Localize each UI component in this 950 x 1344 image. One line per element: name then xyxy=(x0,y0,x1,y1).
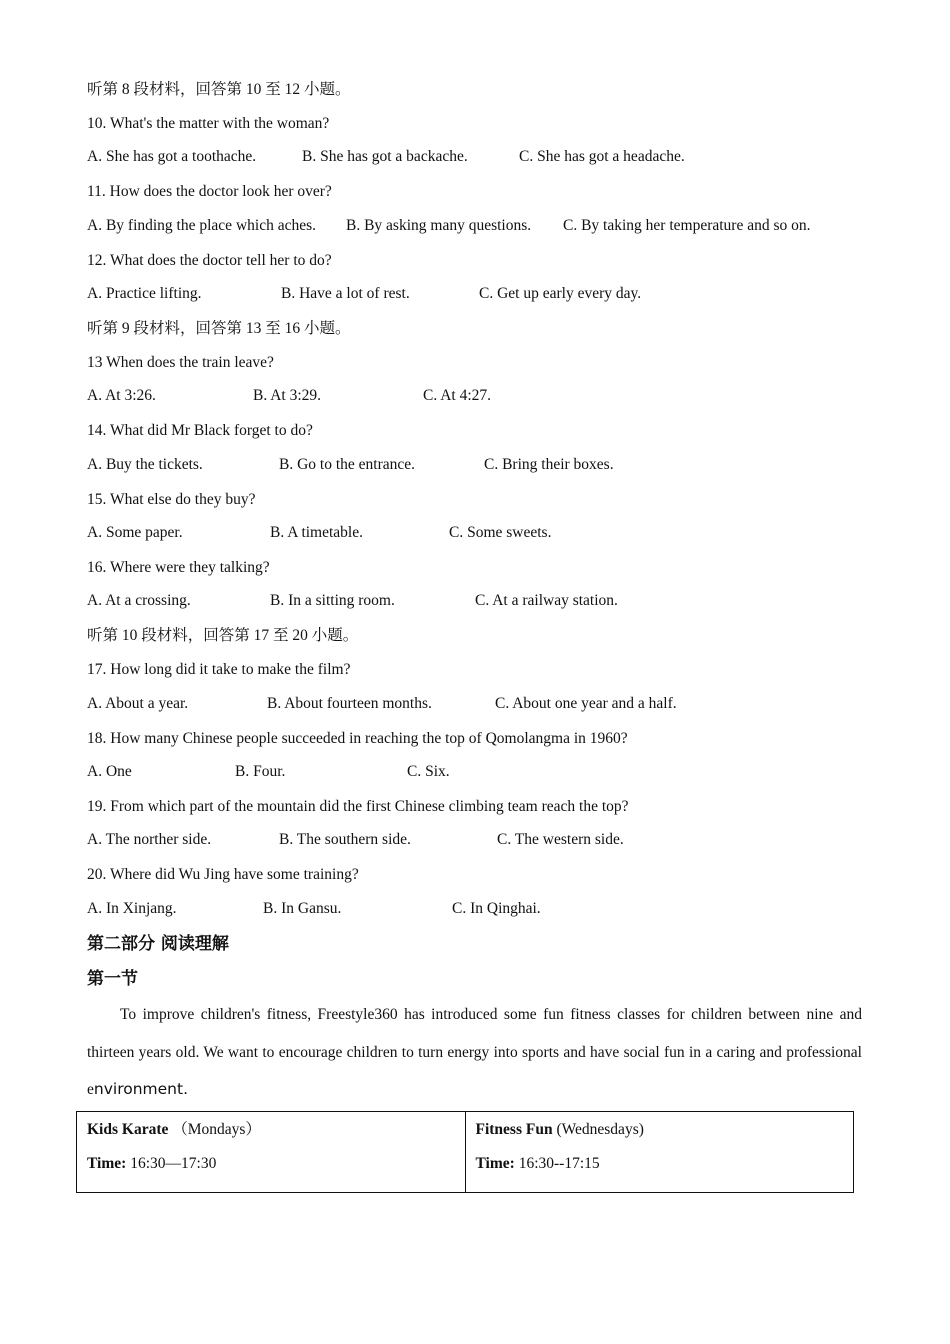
section-intro-8: 听第 8 段材料，回答第 10 至 12 小题。 xyxy=(87,81,351,98)
section-intro-9: 听第 9 段材料，回答第 13 至 16 小题。 xyxy=(87,320,351,337)
question-19-option-b: B. The southern side. xyxy=(279,831,411,848)
question-17-option-b: B. About fourteen months. xyxy=(267,695,432,712)
question-12-option-b: B. Have a lot of rest. xyxy=(281,285,410,302)
question-15-stem: 15. What else do they buy? xyxy=(87,491,256,508)
question-18-option-a: A. One xyxy=(87,763,132,780)
question-15-option-b: B. A timetable. xyxy=(270,524,363,541)
question-14-option-b: B. Go to the entrance. xyxy=(279,456,416,473)
time-label: Time: xyxy=(87,1155,127,1172)
time-label: Time: xyxy=(475,1155,515,1172)
question-18-option-b: B. Four. xyxy=(235,763,286,780)
question-18-option-c: C. Six. xyxy=(407,763,450,780)
question-14-option-a: A. Buy the tickets. xyxy=(87,456,203,473)
question-20-option-a: A. In Xinjang. xyxy=(87,900,177,917)
question-16-stem: 16. Where were they talking? xyxy=(87,559,270,576)
question-10-stem: 10. What's the matter with the woman? xyxy=(87,115,330,132)
question-10-option-a: A. She has got a toothache. xyxy=(87,148,257,165)
passage-main-text: To improve children's fitness, Freestyle360 has introduced some fun fitness classes for children between nine and thirteen years old. We want to encourage children to turn energy into sports and have social fun in a caring and professional e xyxy=(87,1006,862,1098)
question-10-option-b: B. She has got a backache. xyxy=(302,148,468,165)
passage-tail-text: nvironment. xyxy=(93,1080,188,1098)
question-20-stem: 20. Where did Wu Jing have some training? xyxy=(87,866,359,883)
question-16-option-a: A. At a crossing. xyxy=(87,592,191,609)
question-12-stem: 12. What does the doctor tell her to do? xyxy=(87,252,332,269)
question-17-option-c: C. About one year and a half. xyxy=(495,695,677,712)
question-11-option-b: B. By asking many questions. xyxy=(346,217,532,234)
question-15-option-a: A. Some paper. xyxy=(87,524,183,541)
question-20-option-c: C. In Qinghai. xyxy=(452,900,541,917)
question-13-stem: 13 When does the train leave? xyxy=(87,354,274,371)
question-16-option-c: C. At a railway station. xyxy=(475,592,618,609)
class-day: (Wednesdays) xyxy=(552,1121,644,1138)
question-12-option-a: A. Practice lifting. xyxy=(87,285,202,302)
question-16-option-b: B. In a sitting room. xyxy=(270,592,395,609)
class-name: Kids Karate xyxy=(87,1121,169,1138)
question-13-option-b: B. At 3:29. xyxy=(253,387,322,404)
question-13-option-c: C. At 4:27. xyxy=(423,387,492,404)
question-18-stem: 18. How many Chinese people succeeded in reaching the top of Qomolangma in 1960? xyxy=(87,730,628,747)
question-13-option-a: A. At 3:26. xyxy=(87,387,156,404)
question-11-stem: 11. How does the doctor look her over? xyxy=(87,183,332,200)
question-20-option-b: B. In Gansu. xyxy=(263,900,342,917)
time-value: 16:30—17:30 xyxy=(126,1155,217,1172)
question-17-stem: 17. How long did it take to make the film? xyxy=(87,661,351,678)
table-cell-fitness-fun xyxy=(465,1112,854,1192)
question-19-option-a: A. The norther side. xyxy=(87,831,212,848)
class-schedule-table xyxy=(76,1111,854,1193)
question-19-option-c: C. The western side. xyxy=(497,831,624,848)
class-name: Fitness Fun xyxy=(475,1121,553,1138)
question-19-stem: 19. From which part of the mountain did the first Chinese climbing team reach the top? xyxy=(87,798,629,815)
question-15-option-c: C. Some sweets. xyxy=(449,524,552,541)
question-14-stem: 14. What did Mr Black forget to do? xyxy=(87,422,313,439)
question-12-option-c: C. Get up early every day. xyxy=(479,285,642,302)
question-11-option-c: C. By taking her temperature and so on. xyxy=(563,217,811,234)
section-intro-10: 听第 10 段材料，回答第 17 至 20 小题。 xyxy=(87,627,359,644)
question-10-option-c: C. She has got a headache. xyxy=(519,148,685,165)
table-cell-kids-karate xyxy=(77,1112,465,1192)
part-title: 第二部分 阅读理解 xyxy=(87,934,229,954)
passage-paragraph xyxy=(87,996,862,1109)
question-14-option-c: C. Bring their boxes. xyxy=(484,456,614,473)
question-11-option-a: A. By finding the place which aches. xyxy=(87,217,316,234)
section-title: 第一节 xyxy=(87,969,138,989)
question-17-option-a: A. About a year. xyxy=(87,695,189,712)
class-day: （Mondays） xyxy=(168,1121,261,1138)
time-value: 16:30--17:15 xyxy=(514,1155,600,1172)
